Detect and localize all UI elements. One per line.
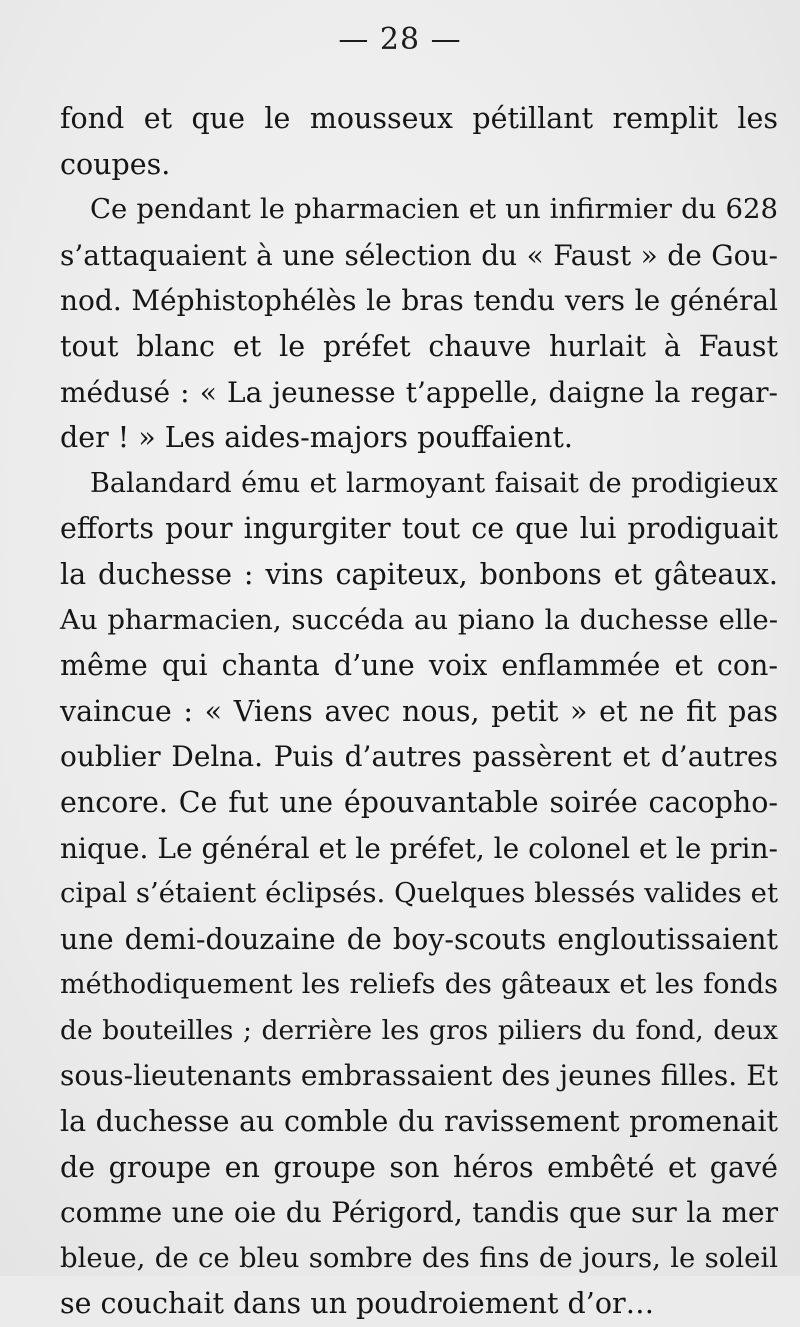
text-line: nod. Méphistophélès le bras tendu vers le général — [60, 284, 778, 318]
text-line: une demi-douzaine de boy-scouts engloutissaient — [60, 922, 778, 956]
text-line: médusé : « La jeunesse t’appelle, daigne la regar- — [60, 375, 778, 409]
text-line: cipal s’étaient éclipsés. Quelques blessés valides et — [60, 877, 778, 910]
text-line: vaincue : « Viens avec nous, petit » et ne fit pas — [60, 694, 778, 728]
text-line: même qui chanta d’une voix enflammée et con- — [60, 649, 778, 683]
page-number: — 28 — — [338, 22, 462, 57]
text-line: la duchesse au comble du ravissement promenait — [60, 1105, 778, 1139]
text-line: se couchait dans un poudroiement d’or… — [60, 1287, 655, 1321]
text-line: comme une oie du Périgord, tandis que sur la mer — [60, 1196, 778, 1230]
text-line: fond et que le mousseux pétillant remplit les — [60, 102, 778, 135]
text-line: encore. Ce fut une épouvantable soirée cacopho- — [60, 785, 778, 819]
text-line: de bouteilles ; derrière les gros piliers du fond, deux — [60, 1014, 778, 1046]
text-line: Au pharmacien, succéda au piano la duchesse elle- — [60, 603, 778, 636]
text-line: la duchesse : vins capiteux, bonbons et gâteaux. — [60, 557, 778, 591]
text-line: Ce pendant le pharmacien et un infirmier du 628 — [90, 193, 778, 226]
text-line: oublier Delna. Puis d’autres passèrent et d’autres — [60, 740, 778, 774]
text-line: tout blanc et le préfet chauve hurlait à Faust — [60, 329, 778, 363]
text-line: sous-lieutenants embrassaient des jeunes filles. Et — [60, 1059, 778, 1093]
text-line: de groupe en groupe son héros embêté et gavé — [60, 1150, 778, 1184]
text-line: nique. Le général et le préfet, le colonel et le prin- — [60, 831, 778, 865]
text-line: der ! » Les aides-majors pouffaient. — [60, 421, 573, 455]
text-line: coupes. — [60, 147, 171, 181]
text-line: Balandard ému et larmoyant faisait de prodigieux — [90, 467, 778, 499]
text-line: méthodiquement les reliefs des gâteaux et les fonds — [60, 969, 778, 1001]
body-text — [60, 96, 778, 1327]
text-line: s’attaquaient à une sélection du « Faust » de Gou- — [60, 238, 778, 272]
text-line: bleue, de ce bleu sombre des fins de jours, le soleil — [60, 1241, 778, 1274]
text-line: efforts pour ingurgiter tout ce que lui prodiguait — [60, 512, 778, 546]
